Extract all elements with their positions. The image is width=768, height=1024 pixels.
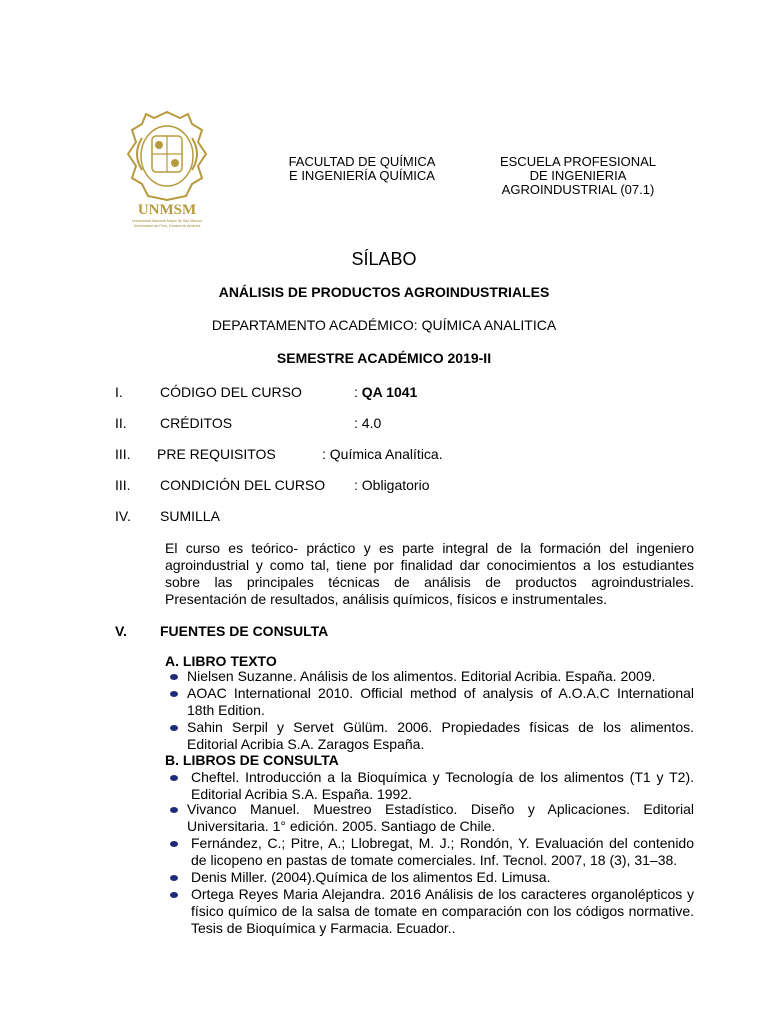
reference-entry: Fernández, C.; Pitre, A.; Llobregat, M. J.; Rondón, Y. Evaluación del contenido de licopeno en pastas de tomate comerciales. Inf. Tecnol. 2007, 18 (3), 31–38. [191,835,694,868]
reference-entry: Cheftel. Introducción a la Bioquímica y Tecnología de los alimentos (T1 y T2). Editorial Acribia S.A. España. 1992. [191,769,694,802]
sumilla-paragraph: El curso es teórico- práctico y es parte integral de la formación del ingeniero agroindustrial y como tal, tiene por finalidad dar conocimientos a los estudiantes sobre las principales técnicas de análisis de productos agroindustriales. Presentación de resultados, análisis químicos, físicos e instrumentales. [165,540,694,607]
bullet-icon [170,807,178,813]
reference-entry: Nielsen Suzanne. Análisis de los alimentos. Editorial Acribia. España. 2009. [187,668,656,684]
subsection-heading: B. LIBROS DE CONSULTA [165,752,339,768]
faculty-line: E INGENIERÍA QUÍMICA [289,168,435,183]
course-code [354,384,417,400]
school-line: DE INGENIERIA [529,168,627,183]
bullet-icon [170,875,178,881]
school-line: ESCUELA PROFESIONAL [499,154,657,169]
semester: SEMESTRE ACADÉMICO 2019-II [276,350,492,366]
bullet-icon [170,691,178,697]
reference-entry: Vivanco Manuel. Muestreo Estadístico. Diseño y Aplicaciones. Editorial Universitaria. 1° edición. 2005. Santiago de Chile. [187,801,694,834]
item-label: CONDICIÓN DEL CURSO [160,477,326,493]
item-number: III. [115,477,131,493]
item-value: 4.0 [361,415,382,431]
item-separator: : [322,446,330,462]
item-number: III. [115,446,131,462]
school-line: AGROINDUSTRIAL (07.1) [501,182,655,197]
prerequisites [322,446,443,462]
course-name: ANÁLISIS DE PRODUCTOS AGROINDUSTRIALES [218,284,550,300]
item-label: SUMILLA [160,508,220,524]
school-block [478,155,678,197]
item-separator: : [354,384,362,400]
logo-subtext: Universidad Nacional Mayor de San Marcos [131,219,203,223]
subsection-heading: A. LIBRO TEXTO [165,653,277,669]
reference-entry: AOAC International 2010. Official method of analysis of A.O.A.C International 18th Edition. [187,685,694,718]
section-number: V. [115,623,127,639]
reference-entry: Ortega Reyes Maria Alejandra. 2016 Análisis de los caracteres organolépticos y físico químico de la salsa de tomate en comparación con los códigos normative. Tesis de Bioquímica y Farmacia. Ecuador.. [191,886,694,936]
item-separator: : [354,477,362,493]
item-number: II. [115,415,127,431]
university-logo [122,108,212,236]
bullet-icon [170,725,178,731]
item-label: CÓDIGO DEL CURSO [160,384,302,400]
reference-entry: Sahin Serpil y Servet Gülüm. 2006. Propiedades físicas de los alimentos. Editorial Acribia S.A. Zaragos España. [187,719,694,752]
item-number: IV. [115,508,131,524]
item-label: PRE REQUISITOS [157,446,276,462]
page-title: SÍLABO [351,249,417,269]
item-number: I. [115,384,123,400]
bullet-icon [170,892,178,898]
item-label: CRÉDITOS [160,415,233,431]
faculty-line: FACULTAD DE QUÍMICA [288,154,436,169]
section-heading: FUENTES DE CONSULTA [160,623,329,639]
reference-entry: Denis Miller. (2004).Química de los alimentos Ed. Limusa. [191,869,551,885]
logo-subtext-2: Universidad del Perú, Decana de América [133,224,201,228]
department: DEPARTAMENTO ACADÉMICO: QUÍMICA ANALITICA [211,317,557,333]
bullet-icon [170,775,178,781]
faculty-block [262,155,462,183]
item-separator: : [354,415,362,431]
item-value: Química Analítica. [329,446,443,462]
credits [354,415,381,431]
bullet-icon [170,841,178,847]
crest-icon [122,108,212,236]
item-value: QA 1041 [361,384,418,400]
course-condition [354,477,429,493]
item-value: Obligatorio [361,477,430,493]
logo-text: UNMSM [137,202,197,218]
bullet-icon [170,674,178,680]
